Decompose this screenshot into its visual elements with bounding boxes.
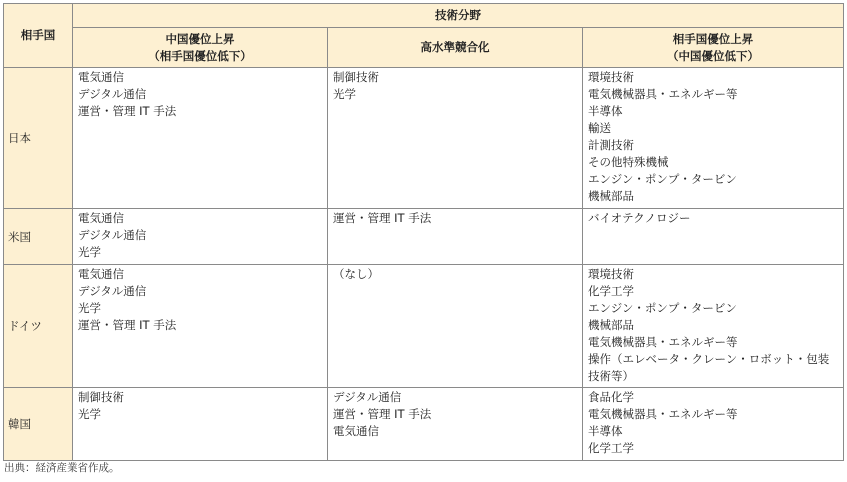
list-item: 運営・管理 IT 手法	[78, 318, 177, 332]
list-item: バイオテクノロジー	[588, 211, 691, 225]
list-item: 電気通信	[78, 267, 124, 281]
col3-header-line2: （中国優位低下）	[667, 48, 759, 63]
col1-cell	[73, 209, 328, 265]
list-item: 光学	[333, 87, 356, 101]
list-item: 化学工学	[588, 284, 634, 298]
country-cell: 米国	[4, 209, 73, 265]
technology-field-table	[3, 3, 844, 461]
list-item: 電気通信	[78, 70, 124, 84]
list-item: 環境技術	[588, 267, 634, 281]
country-column-header: 相手国	[4, 4, 73, 68]
col1-cell	[73, 265, 328, 388]
list-item: その他特殊機械	[588, 155, 669, 169]
col3-cell	[583, 265, 844, 388]
col3-cell	[583, 388, 844, 461]
list-item: 電気機械器具・エネルギー等	[588, 407, 738, 421]
col2-cell	[328, 68, 583, 209]
list-item: 運営・管理 IT 手法	[78, 104, 177, 118]
list-item: 光学	[78, 245, 101, 259]
list-item: 光学	[78, 301, 101, 315]
list-item: デジタル通信	[333, 390, 402, 404]
country-cell: ドイツ	[4, 265, 73, 388]
country-cell: 韓国	[4, 388, 73, 461]
col1-cell	[73, 68, 328, 209]
col2-cell	[328, 209, 583, 265]
table-row	[4, 209, 844, 265]
list-item: 環境技術	[588, 70, 634, 84]
list-item: デジタル通信	[78, 284, 147, 298]
china-advantage-rising-header	[73, 28, 328, 68]
col3-cell	[583, 68, 844, 209]
col3-cell	[583, 209, 844, 265]
table-row	[4, 388, 844, 461]
list-item: 操作（エレベータ・クレーン・ロボット・包装技術等）	[588, 352, 830, 383]
list-item: デジタル通信	[78, 228, 147, 242]
source-note: 出典：経済産業省作成。	[4, 462, 120, 474]
col1-header-line2: （相手国優位低下）	[148, 48, 252, 63]
col3-header-line1: 相手国優位上昇	[672, 31, 754, 46]
list-item: エンジン・ポンプ・タービン	[588, 301, 737, 315]
col1-cell	[73, 388, 328, 461]
col2-cell	[328, 265, 583, 388]
list-item: 半導体	[588, 104, 623, 118]
list-item: 食品化学	[588, 390, 634, 404]
country-cell: 日本	[4, 68, 73, 209]
list-item: 機械部品	[588, 189, 634, 203]
list-item: 運営・管理 IT 手法	[333, 407, 432, 421]
list-item: 電気機械器具・エネルギー等	[588, 87, 738, 101]
list-item: 計測技術	[588, 138, 634, 152]
list-item: 制御技術	[78, 390, 124, 404]
list-item: 制御技術	[333, 70, 379, 84]
list-item: 運営・管理 IT 手法	[333, 211, 432, 225]
list-item: 電気通信	[78, 211, 124, 225]
list-item: 機械部品	[588, 318, 634, 332]
col1-header-line1: 中国優位上昇	[165, 31, 235, 46]
partner-advantage-rising-header	[583, 28, 844, 68]
list-item: （なし）	[333, 267, 379, 281]
list-item: エンジン・ポンプ・タービン	[588, 172, 737, 186]
col2-cell	[328, 388, 583, 461]
high-level-competition-header: 高水準競合化	[328, 28, 583, 68]
table-row	[4, 265, 844, 388]
technology-field-header: 技術分野	[73, 4, 844, 28]
list-item: 輸送	[588, 121, 611, 135]
list-item: デジタル通信	[78, 87, 147, 101]
list-item: 電気通信	[333, 424, 379, 438]
table-row	[4, 68, 844, 209]
list-item: 化学工学	[588, 441, 634, 455]
list-item: 半導体	[588, 424, 623, 438]
list-item: 光学	[78, 407, 101, 421]
list-item: 電気機械器具・エネルギー等	[588, 335, 738, 349]
